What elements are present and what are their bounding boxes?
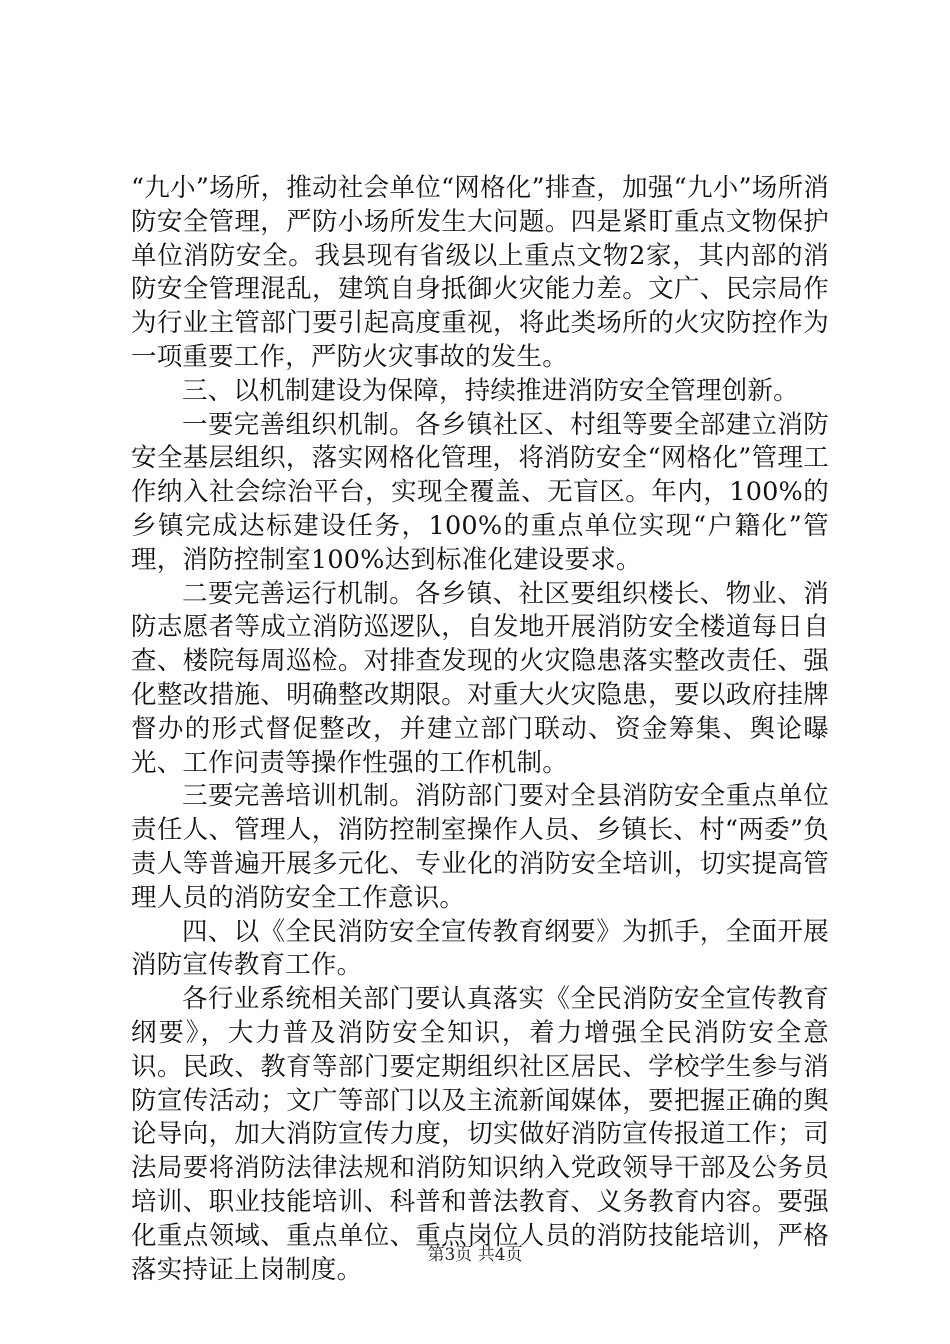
paragraph-2-section-heading: 三、以机制建设为保障，持续推进消防安全管理创新。 bbox=[182, 375, 799, 406]
paragraph-3: 一要完善组织机制。各乡镇社区、村组等要全部建立消防安全基层组织，落实网格化管理，将消防安全“网格化”管理工作纳入社会综治平台，实现全覆盖、无盲区。年内，100%的乡镇完成达标建设任务，100%的重点单位实现“户籍化”管理，消防控制室100%达到标准化建设要求。 bbox=[131, 409, 829, 575]
paragraph-1: “九小”场所，推动社会单位“网格化”排查，加强“九小”场所消防安全管理，严防小场所发生大问题。四是紧盯重点文物保护单位消防安全。我县现有省级以上重点文物2家，其内部的消防安全管理混乱，建筑自身抵御火灾能力差。文广、民宗局作为行业主管部门要引起高度重视，将此类场所的火灾防控作为一项重要工作，严防火灾事故的发生。 bbox=[131, 173, 829, 372]
document-body bbox=[131, 172, 829, 1287]
paragraph-4: 二要完善运行机制。各乡镇、社区要组织楼长、物业、消防志愿者等成立消防巡逻队，自发地开展消防安全楼道每日自查、楼院每周巡检。对排查发现的火灾隐患落实整改责任、强化整改措施、明确整改期限。对重大火灾隐患，要以政府挂牌督办的形式督促整改，并建立部门联动、资金筹集、舆论曝光、工作问责等操作性强的工作机制。 bbox=[131, 578, 829, 778]
paragraph-6-section-heading: 四、以《全民消防安全宣传教育纲要》为抓手，全面开展消防宣传教育工作。 bbox=[131, 916, 829, 981]
paragraph-7: 各行业系统相关部门要认真落实《全民消防安全宣传教育纲要》，大力普及消防安全知识，着力增强全民消防安全意识。民政、教育等部门要定期组织社区居民、学校学生参与消防宣传活动；文广等部门以及主流新闻媒体，要把握正确的舆论导向，加大消防宣传力度，切实做好消防宣传报道工作；司法局要将消防法律法规和消防知识纳入党政领导干部及公务员培训、职业技能培训、科普和普法教育、义务教育内容。要强化重点领域、重点单位、重点岗位人员的消防技能培训，严格落实持证上岗制度。 bbox=[131, 984, 829, 1285]
paragraph-5: 三要完善培训机制。消防部门要对全县消防安全重点单位责任人、管理人，消防控制室操作人员、乡镇长、村“两委”负责人等普遍开展多元化、专业化的消防安全培训，切实提高管理人员的消防安全工作意识。 bbox=[131, 781, 829, 913]
page-footer: 第3页 共4页 bbox=[427, 1245, 523, 1265]
